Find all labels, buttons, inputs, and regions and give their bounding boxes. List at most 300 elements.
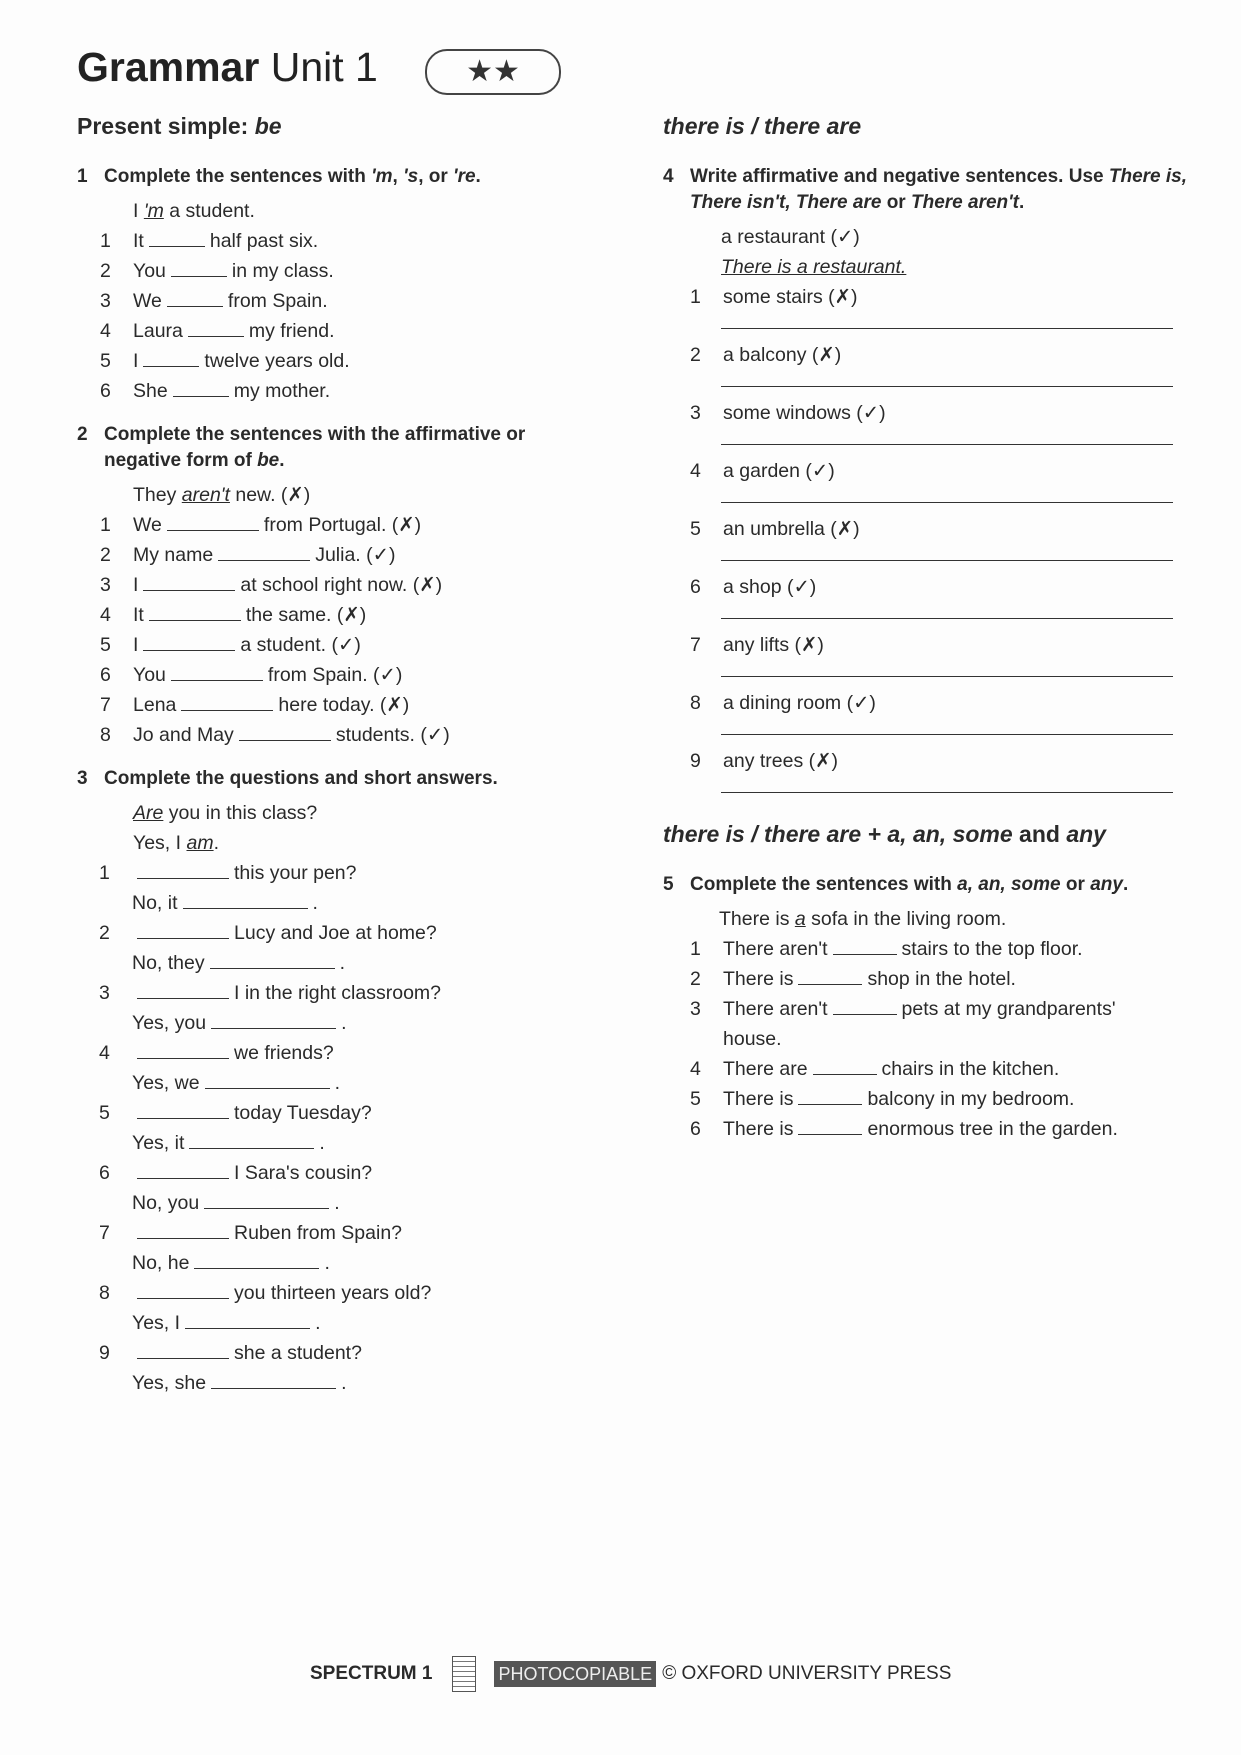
item-number: 6 bbox=[690, 1118, 701, 1140]
answer-text bbox=[132, 1008, 347, 1038]
text-fragment: here today. (✗) bbox=[278, 694, 410, 716]
item-text bbox=[723, 746, 838, 776]
exercise-item bbox=[663, 456, 1193, 514]
exercise-item bbox=[77, 660, 607, 690]
item-number: 3 bbox=[99, 982, 110, 1004]
answer-text bbox=[132, 1068, 340, 1098]
text-fragment: a student. bbox=[163, 200, 255, 222]
text-fragment: Yes, you bbox=[132, 1012, 207, 1034]
answer-blank[interactable] bbox=[211, 1012, 336, 1029]
item-line bbox=[663, 964, 1193, 994]
item-text bbox=[133, 346, 350, 376]
item-text bbox=[133, 540, 395, 570]
text-fragment: Complete the questions and short answers. bbox=[104, 768, 498, 789]
exercise-instruction bbox=[663, 164, 1193, 216]
exercise-5 bbox=[663, 872, 1193, 1144]
text-fragment: No, they bbox=[132, 952, 205, 974]
text-fragment: . bbox=[319, 1132, 325, 1154]
text-fragment: some windows (✓) bbox=[723, 402, 886, 424]
answer-line[interactable] bbox=[721, 734, 1173, 735]
text-fragment: There is bbox=[723, 1118, 794, 1140]
photocopy-icon bbox=[452, 1656, 476, 1692]
text-fragment: pets at my grandparents' bbox=[901, 998, 1116, 1020]
item-number: 7 bbox=[100, 694, 111, 716]
exercise-2 bbox=[77, 422, 607, 750]
answer-line[interactable] bbox=[721, 560, 1173, 561]
text-fragment: or bbox=[1060, 874, 1091, 895]
item-text bbox=[723, 688, 876, 718]
text-fragment: any bbox=[1090, 874, 1123, 895]
answer-blank[interactable] bbox=[798, 968, 862, 985]
exercise-number: 2 bbox=[77, 424, 88, 445]
text-fragment: I bbox=[133, 574, 139, 596]
item-line bbox=[77, 858, 607, 888]
answer-line[interactable] bbox=[721, 502, 1173, 503]
exercise-item bbox=[77, 918, 607, 978]
item-text bbox=[133, 720, 450, 750]
item-line bbox=[77, 510, 607, 540]
text-fragment: from Spain. (✓) bbox=[267, 664, 403, 686]
answer-blank[interactable] bbox=[181, 694, 273, 711]
exercise-item bbox=[77, 540, 607, 570]
text-fragment: the same. (✗) bbox=[245, 604, 367, 626]
text-fragment: , bbox=[392, 166, 404, 187]
example-line bbox=[663, 252, 1193, 282]
answer-blank[interactable] bbox=[137, 1042, 229, 1059]
answer-text bbox=[132, 1248, 330, 1278]
item-line bbox=[77, 376, 607, 406]
answer-blank[interactable] bbox=[143, 574, 235, 591]
item-line bbox=[663, 572, 1193, 602]
answer-blank[interactable] bbox=[813, 1058, 877, 1075]
short-answer-line bbox=[77, 948, 607, 978]
text-fragment: There is a restaurant. bbox=[721, 256, 907, 278]
item-line bbox=[77, 540, 607, 570]
exercise-item bbox=[663, 964, 1193, 994]
item-line bbox=[663, 1054, 1193, 1084]
text-fragment: from Portugal. (✗) bbox=[263, 514, 422, 536]
photocopiable-label: PHOTOCOPIABLE bbox=[494, 1661, 656, 1687]
item-line bbox=[663, 994, 1193, 1024]
item-number: 3 bbox=[100, 574, 111, 596]
exercise-instruction bbox=[663, 872, 1193, 898]
example-line bbox=[663, 904, 1193, 934]
item-number: 3 bbox=[690, 402, 701, 424]
item-number: 4 bbox=[100, 320, 111, 342]
item-line bbox=[77, 316, 607, 346]
item-text bbox=[132, 1338, 362, 1368]
text-fragment: Lena bbox=[133, 694, 177, 716]
item-line bbox=[77, 346, 607, 376]
item-number: 6 bbox=[100, 664, 111, 686]
text-fragment: my friend. bbox=[248, 320, 335, 342]
item-line bbox=[77, 918, 607, 948]
answer-blank[interactable] bbox=[185, 1312, 310, 1329]
item-number: 2 bbox=[99, 922, 110, 944]
text-fragment: Laura bbox=[133, 320, 183, 342]
example-line bbox=[663, 222, 1193, 252]
item-line bbox=[77, 1338, 607, 1368]
text-fragment: a shop (✓) bbox=[723, 576, 817, 598]
item-number: 3 bbox=[100, 290, 111, 312]
text-fragment: Complete the sentences with the affirmative or negative form of bbox=[104, 424, 531, 471]
example-text bbox=[133, 480, 310, 510]
example-text bbox=[719, 904, 1006, 934]
answer-blank[interactable] bbox=[204, 1192, 329, 1209]
answer-blank[interactable] bbox=[149, 604, 241, 621]
answer-blank[interactable] bbox=[188, 320, 244, 337]
answer-blank[interactable] bbox=[137, 922, 229, 939]
answer-blank[interactable] bbox=[173, 380, 229, 397]
text-fragment: a, an, some bbox=[887, 821, 1013, 847]
item-number: 1 bbox=[100, 230, 111, 252]
text-fragment: Complete the sentences with bbox=[690, 874, 958, 895]
item-text bbox=[723, 282, 857, 312]
page-title bbox=[77, 42, 378, 92]
text-fragment: from Spain. bbox=[227, 290, 328, 312]
answer-line[interactable] bbox=[721, 792, 1173, 793]
item-text bbox=[133, 256, 334, 286]
item-line bbox=[663, 398, 1193, 428]
instruction-text bbox=[690, 164, 1193, 216]
answer-blank[interactable] bbox=[239, 724, 331, 741]
item-number: 2 bbox=[100, 260, 111, 282]
text-fragment: in my class. bbox=[231, 260, 334, 282]
short-answer-line bbox=[77, 1248, 607, 1278]
item-line bbox=[663, 282, 1193, 312]
item-number: 7 bbox=[690, 634, 701, 656]
answer-blank[interactable] bbox=[171, 664, 263, 681]
exercise-instruction bbox=[77, 766, 607, 792]
text-fragment: No, you bbox=[132, 1192, 200, 1214]
text-fragment: There aren't bbox=[723, 998, 828, 1020]
instruction-text bbox=[104, 766, 607, 792]
item-text bbox=[723, 1114, 1118, 1144]
exercise-item bbox=[77, 1338, 607, 1398]
answer-line[interactable] bbox=[721, 618, 1173, 619]
text-fragment: Present simple: bbox=[77, 113, 255, 139]
exercise-4 bbox=[663, 164, 1193, 804]
item-text bbox=[133, 600, 366, 630]
item-text bbox=[723, 456, 835, 486]
item-number: 6 bbox=[99, 1162, 110, 1184]
answer-line[interactable] bbox=[721, 444, 1173, 445]
text-fragment: house. bbox=[723, 1028, 782, 1050]
example-line bbox=[77, 798, 607, 828]
text-fragment: I in the right classroom? bbox=[234, 982, 442, 1004]
example-line bbox=[77, 480, 607, 510]
copyright: © OXFORD UNIVERSITY PRESS bbox=[662, 1663, 952, 1684]
item-number: 5 bbox=[690, 518, 701, 540]
example-text bbox=[133, 798, 317, 828]
text-fragment: You bbox=[133, 260, 166, 282]
text-fragment: a, an, some bbox=[957, 874, 1061, 895]
text-fragment: , or bbox=[418, 166, 454, 187]
exercise-item bbox=[663, 746, 1193, 804]
exercise-instruction bbox=[77, 422, 607, 474]
answer-blank[interactable] bbox=[171, 260, 227, 277]
text-fragment: . bbox=[341, 1372, 347, 1394]
text-fragment: There are bbox=[723, 1058, 808, 1080]
answer-blank[interactable] bbox=[833, 998, 897, 1015]
item-text bbox=[723, 630, 824, 660]
answer-text bbox=[132, 1128, 325, 1158]
exercise-number: 3 bbox=[77, 768, 88, 789]
answer-text bbox=[132, 888, 318, 918]
item-text bbox=[132, 1158, 372, 1188]
item-line bbox=[663, 456, 1193, 486]
example-line bbox=[77, 196, 607, 226]
item-line bbox=[663, 630, 1193, 660]
short-answer-line bbox=[77, 1188, 607, 1218]
exercise-item bbox=[77, 256, 607, 286]
item-number: 1 bbox=[99, 862, 110, 884]
exercise-number: 1 bbox=[77, 166, 88, 187]
short-answer-line bbox=[77, 1128, 607, 1158]
item-text bbox=[723, 572, 816, 602]
exercise-item bbox=[77, 1158, 607, 1218]
text-fragment: No, he bbox=[132, 1252, 190, 1274]
short-answer-line bbox=[77, 1368, 607, 1398]
text-fragment: any bbox=[1066, 821, 1106, 847]
item-line bbox=[663, 340, 1193, 370]
difficulty-stars-badge: ★★ bbox=[425, 49, 561, 95]
item-text bbox=[723, 514, 860, 544]
text-fragment: . bbox=[312, 892, 318, 914]
exercise-item bbox=[663, 340, 1193, 398]
exercise-item bbox=[77, 376, 607, 406]
answer-blank[interactable] bbox=[194, 1252, 319, 1269]
exercise-item bbox=[663, 688, 1193, 746]
instruction-text bbox=[104, 164, 607, 190]
text-fragment: shop in the hotel. bbox=[867, 968, 1016, 990]
footer bbox=[310, 1656, 951, 1692]
answer-blank[interactable] bbox=[137, 1342, 229, 1359]
text-fragment: new. (✗) bbox=[229, 484, 311, 506]
text-fragment: there is / there are bbox=[663, 113, 862, 139]
text-fragment: we friends? bbox=[234, 1042, 334, 1064]
answer-blank[interactable] bbox=[798, 1088, 862, 1105]
answer-blank[interactable] bbox=[137, 1282, 229, 1299]
text-fragment: Write affirmative and negative sentences. Use bbox=[690, 166, 1109, 187]
text-fragment: my mother. bbox=[233, 380, 331, 402]
item-number: 4 bbox=[100, 604, 111, 626]
answer-blank[interactable] bbox=[183, 892, 308, 909]
answer-blank[interactable] bbox=[137, 862, 229, 879]
item-text bbox=[723, 398, 886, 428]
text-fragment: . bbox=[1018, 192, 1025, 213]
text-fragment: Yes, I bbox=[132, 1312, 181, 1334]
answer-blank[interactable] bbox=[137, 1222, 229, 1239]
text-fragment: half past six. bbox=[209, 230, 319, 252]
text-fragment: at school right now. (✗) bbox=[240, 574, 443, 596]
answer-blank[interactable] bbox=[143, 634, 235, 651]
text-fragment: you thirteen years old? bbox=[234, 1282, 432, 1304]
short-answer-line bbox=[77, 888, 607, 918]
exercise-item bbox=[663, 630, 1193, 688]
item-number: 5 bbox=[100, 350, 111, 372]
item-number: 5 bbox=[99, 1102, 110, 1124]
item-number: 5 bbox=[690, 1088, 701, 1110]
exercise-number: 5 bbox=[663, 874, 674, 895]
item-text bbox=[133, 286, 328, 316]
text-fragment: . bbox=[1122, 874, 1129, 895]
text-fragment: a garden (✓) bbox=[723, 460, 835, 482]
item-text bbox=[723, 340, 841, 370]
short-answer-line bbox=[77, 1008, 607, 1038]
item-text bbox=[133, 570, 442, 600]
text-fragment: a student. (✓) bbox=[240, 634, 361, 656]
exercise-number: 4 bbox=[663, 166, 674, 187]
item-line bbox=[663, 746, 1193, 776]
text-fragment: I Sara's cousin? bbox=[234, 1162, 373, 1184]
exercise-item bbox=[663, 1114, 1193, 1144]
instruction-text bbox=[690, 872, 1193, 898]
text-fragment: There is bbox=[719, 908, 795, 930]
answer-blank[interactable] bbox=[137, 982, 229, 999]
exercise-item bbox=[663, 282, 1193, 340]
text-fragment: this your pen? bbox=[234, 862, 357, 884]
exercise-item bbox=[77, 1038, 607, 1098]
short-answer-line bbox=[77, 1308, 607, 1338]
text-fragment: she a student? bbox=[234, 1342, 362, 1364]
answer-blank[interactable] bbox=[218, 544, 310, 561]
left-column bbox=[77, 110, 607, 1398]
item-number: 6 bbox=[100, 380, 111, 402]
answer-text bbox=[132, 948, 345, 978]
title-unit: Unit 1 bbox=[270, 44, 378, 90]
answer-blank[interactable] bbox=[149, 230, 205, 247]
exercise-1 bbox=[77, 164, 607, 406]
answer-blank[interactable] bbox=[833, 938, 897, 955]
text-fragment: . bbox=[334, 1072, 340, 1094]
item-text bbox=[133, 660, 402, 690]
answer-blank[interactable] bbox=[205, 1072, 330, 1089]
answer-blank[interactable] bbox=[143, 350, 199, 367]
text-fragment: They bbox=[133, 484, 182, 506]
answer-blank[interactable] bbox=[798, 1118, 862, 1135]
text-fragment: She bbox=[133, 380, 168, 402]
exercise-item bbox=[663, 398, 1193, 456]
text-fragment: It bbox=[133, 230, 144, 252]
item-number: 2 bbox=[100, 544, 111, 566]
item-text bbox=[132, 858, 357, 888]
text-fragment: . bbox=[324, 1252, 330, 1274]
answer-blank[interactable] bbox=[137, 1102, 229, 1119]
text-fragment: any trees (✗) bbox=[723, 750, 838, 772]
item-line bbox=[77, 720, 607, 750]
text-fragment: My name bbox=[133, 544, 214, 566]
item-text bbox=[132, 1218, 402, 1248]
text-fragment: a bbox=[794, 908, 806, 930]
answer-blank[interactable] bbox=[210, 952, 335, 969]
text-fragment: Yes, she bbox=[132, 1372, 207, 1394]
text-fragment: be bbox=[257, 450, 280, 471]
section-heading-articles bbox=[663, 818, 1193, 850]
instruction-text bbox=[104, 422, 607, 474]
item-number: 2 bbox=[690, 344, 701, 366]
text-fragment: balcony in my bedroom. bbox=[867, 1088, 1075, 1110]
item-number: 9 bbox=[99, 1342, 110, 1364]
item-line bbox=[77, 286, 607, 316]
text-fragment: any lifts (✗) bbox=[723, 634, 824, 656]
text-fragment: We bbox=[133, 514, 162, 536]
item-text bbox=[132, 918, 437, 948]
exercise-item bbox=[663, 934, 1193, 964]
item-text bbox=[132, 978, 441, 1008]
item-text bbox=[133, 226, 318, 256]
text-fragment: Complete the sentences with bbox=[104, 166, 372, 187]
exercise-item bbox=[77, 1278, 607, 1338]
exercise-item bbox=[663, 514, 1193, 572]
item-number: 4 bbox=[690, 1058, 701, 1080]
text-fragment: and bbox=[1012, 821, 1067, 847]
answer-line[interactable] bbox=[721, 386, 1173, 387]
exercise-item bbox=[77, 630, 607, 660]
exercise-item bbox=[77, 720, 607, 750]
answer-blank[interactable] bbox=[189, 1132, 314, 1149]
answer-blank[interactable] bbox=[167, 514, 259, 531]
text-fragment: you in this class? bbox=[163, 802, 318, 824]
text-fragment: today Tuesday? bbox=[234, 1102, 372, 1124]
item-line bbox=[663, 1084, 1193, 1114]
text-fragment: I bbox=[133, 350, 139, 372]
text-fragment: stairs to the top floor. bbox=[901, 938, 1083, 960]
item-line bbox=[77, 256, 607, 286]
answer-line[interactable] bbox=[721, 328, 1173, 329]
answer-blank[interactable] bbox=[137, 1162, 229, 1179]
item-line bbox=[77, 690, 607, 720]
text-fragment: I bbox=[133, 634, 139, 656]
item-line bbox=[663, 1114, 1193, 1144]
item-line bbox=[77, 600, 607, 630]
answer-blank[interactable] bbox=[211, 1372, 336, 1389]
short-answer-line bbox=[77, 1068, 607, 1098]
text-fragment: 'm bbox=[143, 200, 164, 222]
text-fragment: be bbox=[254, 113, 282, 139]
text-fragment: . bbox=[475, 166, 481, 187]
text-fragment: students. (✓) bbox=[335, 724, 450, 746]
item-text bbox=[133, 510, 421, 540]
text-fragment: a restaurant (✓) bbox=[721, 226, 860, 248]
item-line bbox=[77, 1278, 607, 1308]
item-text bbox=[133, 376, 330, 406]
exercise-item bbox=[663, 1084, 1193, 1114]
exercise-item bbox=[77, 316, 607, 346]
answer-blank[interactable] bbox=[167, 290, 223, 307]
text-fragment: Julia. (✓) bbox=[315, 544, 396, 566]
example-text bbox=[721, 222, 860, 252]
text-fragment: sofa in the living room. bbox=[805, 908, 1007, 930]
item-number: 1 bbox=[100, 514, 111, 536]
exercise-item bbox=[77, 510, 607, 540]
answer-text bbox=[132, 1188, 340, 1218]
exercise-instruction bbox=[77, 164, 607, 190]
text-fragment: Ruben from Spain? bbox=[234, 1222, 403, 1244]
text-fragment: . bbox=[279, 450, 285, 471]
text-fragment: Yes, I bbox=[133, 832, 187, 854]
answer-line[interactable] bbox=[721, 676, 1173, 677]
exercise-item bbox=[77, 600, 607, 630]
item-number: 8 bbox=[690, 692, 701, 714]
exercise-3 bbox=[77, 766, 607, 1398]
text-fragment: or bbox=[881, 192, 911, 213]
item-text bbox=[133, 316, 334, 346]
exercise-item bbox=[77, 570, 607, 600]
text-fragment: . bbox=[339, 952, 346, 974]
item-number: 3 bbox=[690, 998, 701, 1020]
exercise-item bbox=[663, 994, 1193, 1054]
